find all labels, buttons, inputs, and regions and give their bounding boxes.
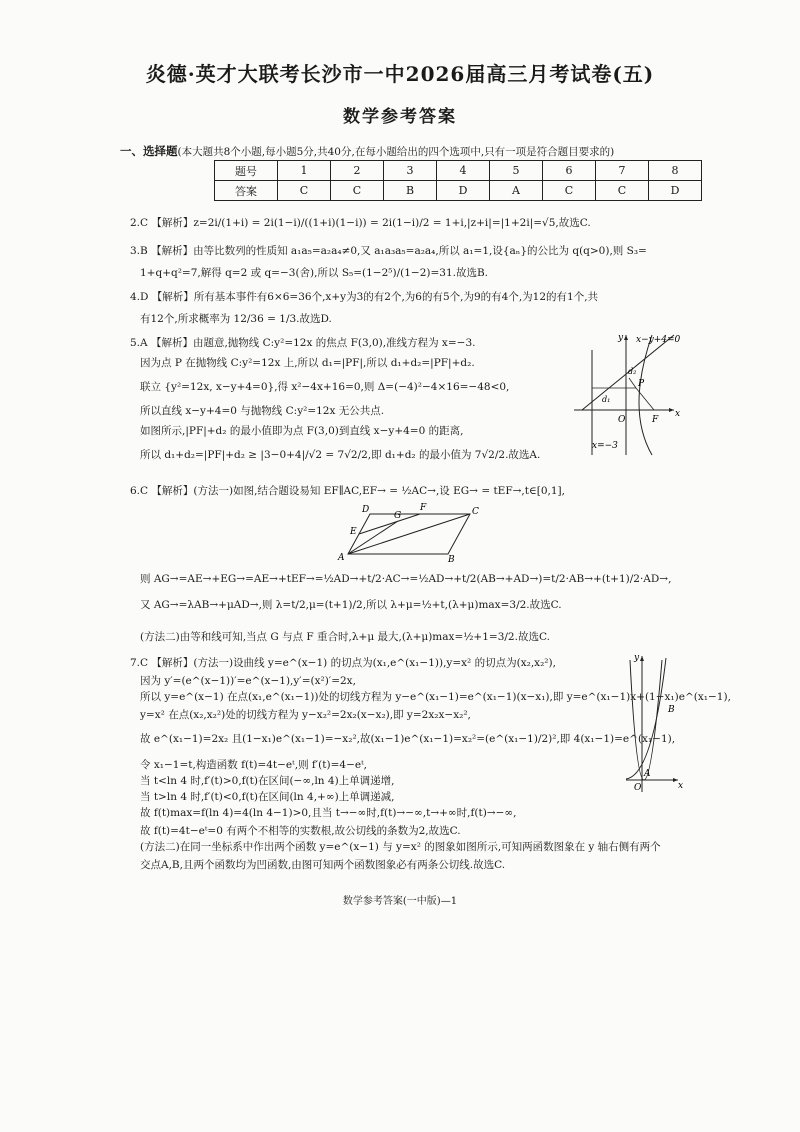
label-f: F xyxy=(652,415,659,425)
solution-line: 因为 y′=(e^(x−1))′=e^(x−1),y′=(x²)′=2x, xyxy=(140,675,356,687)
label-o: O xyxy=(634,783,642,793)
table-row xyxy=(215,181,702,201)
solution-line: 故 e^(x₁−1)=2x₂ 且(1−x₁)e^(x₁−1)=−x₂²,故(x₁−1)e^(x₁−1)=x₂²=(e^(x₁−1)/2)²,即 4(x₁−1)=e^(x₁−1), xyxy=(140,733,676,745)
table-cell: B xyxy=(384,181,437,201)
parabola-curve xyxy=(639,335,652,455)
y-axis-arrow-icon xyxy=(640,656,644,661)
solution-line: 则 AG→=AE→+EG→=AE→+tEF→=½AD→+t/2·AC→=½AD→+t/2(AB→+AD→)=t/2·AB→+(t+1)/2·AD→, xyxy=(140,573,672,585)
label-o: O xyxy=(618,415,626,425)
table-cell: 1 xyxy=(278,161,331,181)
label-d2: d₂ xyxy=(628,367,637,376)
table-cell: C xyxy=(331,181,384,201)
section-heading xyxy=(120,143,730,159)
parabola-curve xyxy=(630,660,662,780)
label-b: B xyxy=(448,555,455,565)
solution-line: 当 t>ln 4 时,f′(t)<0,f(t)在区间(ln 4,+∞)上单调递减, xyxy=(140,791,395,803)
section-label: 一、选择题 xyxy=(120,144,178,158)
figure-problem7 xyxy=(622,654,682,794)
table-cell: C xyxy=(543,181,596,201)
solution-line: 当 t<ln 4 时,f′(t)>0,f(t)在区间(−∞,ln 4)上单调递增, xyxy=(140,775,395,787)
solution-line: 故 f(t)=4t−eᵗ=0 有两个不相等的实数根,故公切线的条数为2,故选C. xyxy=(140,825,461,837)
table-header-answer: 答案 xyxy=(215,181,278,201)
solution-line: 如图所示,|PF|+d₂ 的最小值即为点 F(3,0)到直线 x−y+4=0 的距离, xyxy=(140,425,464,437)
y-axis-arrow-icon xyxy=(624,335,628,340)
label-x: x xyxy=(678,781,684,791)
label-line: x−y+4=0 xyxy=(636,335,681,345)
solution-line: 7.C 【解析】(方法一)设曲线 y=e^(x−1) 的切点为(x₁,e^(x₁−1)),y=x² 的切点为(x₂,x₂²), xyxy=(130,657,556,669)
solution-line: (方法二)由等和线可知,当点 G 与点 F 重合时,λ+μ 最大,(λ+μ)max=½+1=3/2.故选C. xyxy=(140,631,550,643)
solution-line: 所以直线 x−y+4=0 与抛物线 C:y²=12x 无公共点. xyxy=(140,405,385,417)
table-cell: 3 xyxy=(384,161,437,181)
table-cell: C xyxy=(596,181,649,201)
segment-ag xyxy=(348,521,398,554)
solution-line: y=x² 在点(x₂,x₂²)处的切线方程为 y−x₂²=2x₂(x−x₂),即 y=2x₂x−x₂², xyxy=(140,709,471,721)
label-f: F xyxy=(420,503,427,513)
label-a: A xyxy=(338,553,345,563)
table-cell: 6 xyxy=(543,161,596,181)
solution-line: 1+q+q²=7,解得 q=2 或 q=−3(舍),所以 S₅=(1−2⁵)/(1−2)=31.故选B. xyxy=(140,267,489,279)
table-cell: C xyxy=(278,181,331,201)
table-cell: 4 xyxy=(437,161,490,181)
solution-line: 联立 {y²=12x, x−y+4=0},得 x²−4x+16=0,则 Δ=(−4)²−4×16=−48<0, xyxy=(140,381,510,393)
table-cell: D xyxy=(649,181,702,201)
answer-table xyxy=(214,160,702,201)
label-y: y xyxy=(634,653,640,663)
label-d1: d₁ xyxy=(602,395,611,404)
segment-d2 xyxy=(629,378,636,388)
label-x: x xyxy=(675,409,681,419)
table-cell: 5 xyxy=(490,161,543,181)
solution-line: 5.A 【解析】由题意,抛物线 C:y²=12x 的焦点 F(3,0),准线方程为 x=−3. xyxy=(130,337,476,349)
table-row xyxy=(215,161,702,181)
label-p: P xyxy=(638,379,645,389)
exponential-curve xyxy=(626,658,666,779)
label-d: D xyxy=(362,505,370,515)
solution-line: 交点A,B,且两个函数均为凹函数,由图可知两个函数图象必有两条公切线.故选C. xyxy=(140,859,506,871)
table-cell: 2 xyxy=(331,161,384,181)
solution-line: 所以 d₁+d₂=|PF|+d₂ ≥ |3−0+4|/√2 = 7√2/2,即 d₁+d₂ 的最小值为 7√2/2.故选A. xyxy=(140,449,541,461)
label-directrix: x=−3 xyxy=(592,441,618,451)
solution-line: 又 AG→=λAB→+μAD→,则 λ=t/2,μ=(t+1)/2,所以 λ+μ=½+t,(λ+μ)max=3/2.故选C. xyxy=(140,599,562,611)
table-cell: A xyxy=(490,181,543,201)
table-cell: 7 xyxy=(596,161,649,181)
page-subtitle: 数学参考答案 xyxy=(343,107,457,127)
solution-line: 故 f(t)max=f(ln 4)=4(ln 4−1)>0,且当 t→−∞时,f(t)→−∞,t→+∞时,f(t)→−∞, xyxy=(140,807,517,819)
label-y: y xyxy=(618,333,624,343)
solution-line: 因为点 P 在抛物线 C:y²=12x 上,所以 d₁=|PF|,所以 d₁+d₂=|PF|+d₂. xyxy=(140,357,475,369)
label-c: C xyxy=(472,507,479,517)
figure-problem6 xyxy=(336,502,486,565)
label-e: E xyxy=(350,527,357,537)
solution-line: (方法二)在同一坐标系中作出两个函数 y=e^(x−1) 与 y=x² 的图象如图所示,可知两函数图象在 y 轴右侧有两个 xyxy=(140,841,661,853)
solution-line: 有12个,所求概率为 12/36 = 1/3.故选D. xyxy=(140,313,332,325)
solution-line: 4.D 【解析】所有基本事件有6×6=36个,x+y为3的有2个,为6的有5个,为9的有4个,为12的有1个,共 xyxy=(130,291,599,303)
table-cell: D xyxy=(437,181,490,201)
solution-line: 所以 y=e^(x−1) 在点(x₁,e^(x₁−1))处的切线方程为 y−e^(x₁−1)=e^(x₁−1)(x−x₁),即 y=e^(x₁−1)x+(1−x₁)e^(x₁−1), xyxy=(140,691,731,703)
label-b: B xyxy=(668,705,675,715)
solution-line: 2.C 【解析】z=2i/(1+i) = 2i(1−i)/((1+i)(1−i)) = 2i(1−i)/2 = 1+i,|z+i|=|1+2i|=√5,故选C. xyxy=(130,217,591,229)
label-a: A xyxy=(644,769,651,779)
page-title: 炎德·英才大联考长沙市一中2026届高三月考试卷(五) xyxy=(145,62,655,86)
solution-line: 3.B 【解析】由等比数列的性质知 a₁a₅=a₂a₄≠0,又 a₁a₃a₅=a₂a₄,所以 a₁=1,设{aₙ}的公比为 q(q>0),则 S₃= xyxy=(130,245,647,257)
x-axis-arrow-icon xyxy=(669,408,674,412)
page-footer: 数学参考答案(一中版)—1 xyxy=(342,896,458,907)
solution-line: 6.C 【解析】(方法一)如图,结合题设易知 EF∥AC,EF→ = ½AC→,设 EG→ = tEF→,t∈[0,1], xyxy=(130,485,565,497)
figure-problem5 xyxy=(574,330,684,460)
label-g: G xyxy=(394,511,402,521)
solution-line: 令 x₁−1=t,构造函数 f(t)=4t−eᵗ,则 f′(t)=4−eᵗ, xyxy=(140,759,368,771)
section-description: (本大题共8个小题,每小题5分,共40分,在每小题给出的四个选项中,只有一项是符合题目要求的) xyxy=(177,146,615,158)
table-cell: 8 xyxy=(649,161,702,181)
table-header-question: 题号 xyxy=(215,161,278,181)
